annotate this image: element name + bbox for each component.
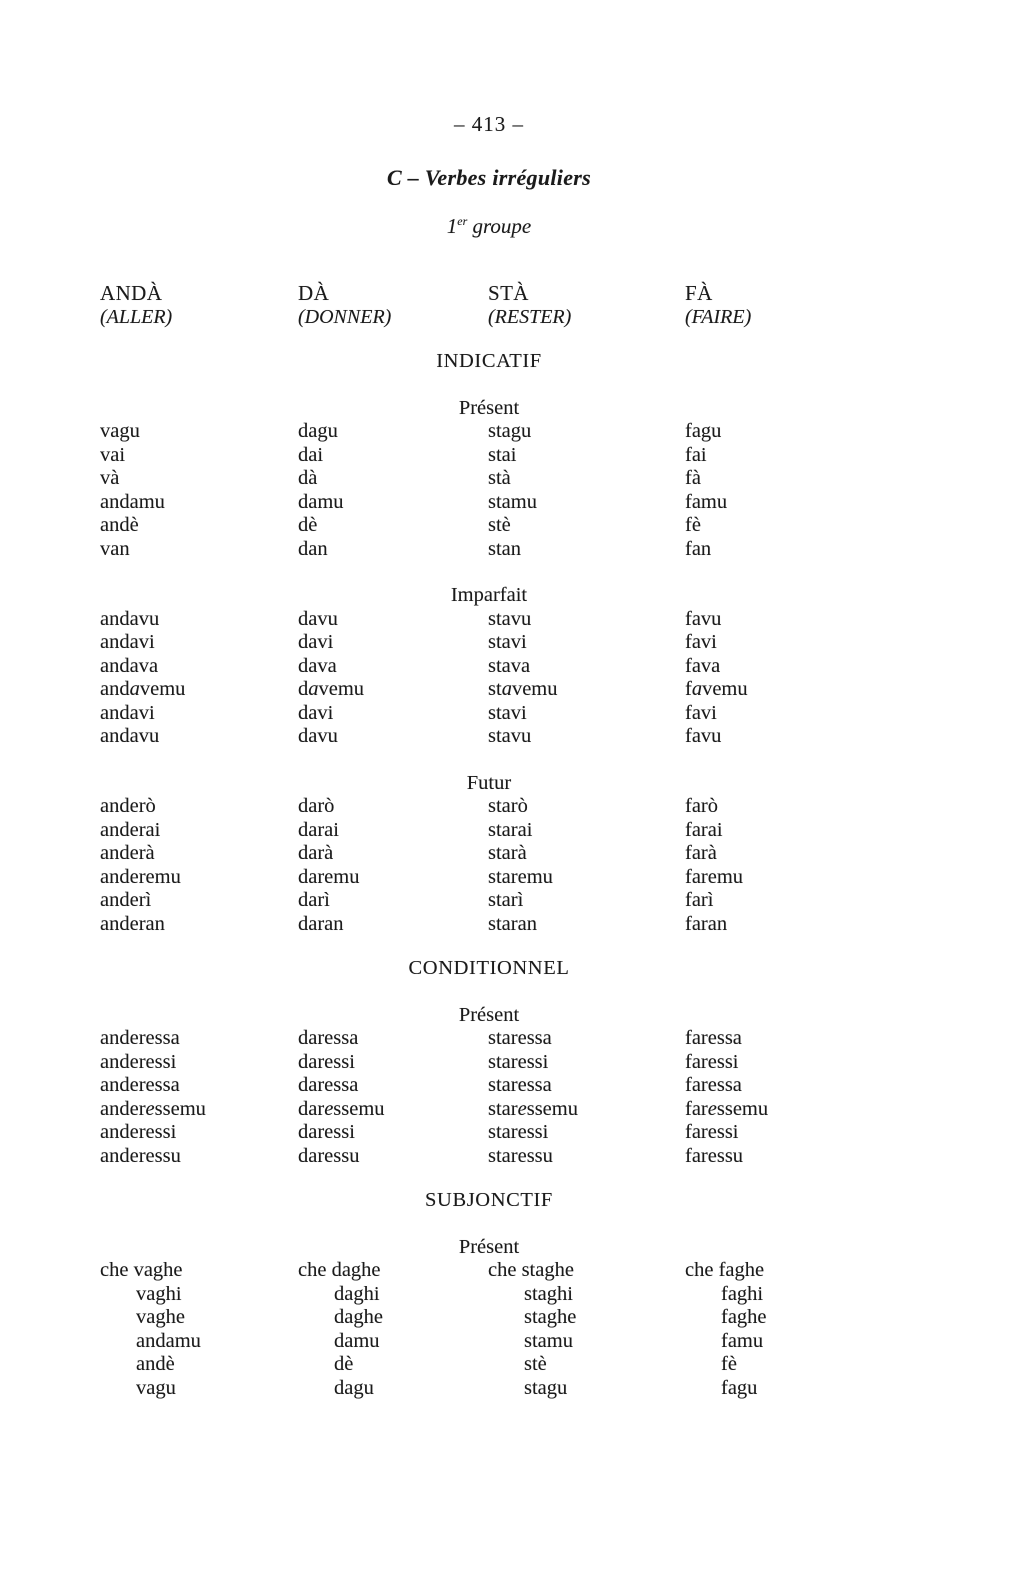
conjugation-cell: anderessi: [100, 1050, 177, 1073]
conjugation-cell: fava: [685, 654, 721, 677]
conjugation-cell: stavu: [488, 607, 532, 630]
conjugation-cell: andamu: [100, 490, 165, 513]
conjugation-cell: anderà: [100, 842, 155, 864]
conjugation-cell: andavi: [100, 701, 155, 724]
conjugation-cell: farà: [685, 842, 717, 864]
conjugation-cell: che vaghe: [100, 1259, 183, 1281]
conjugation-cell: che faghe: [685, 1259, 765, 1281]
tense-block-indicatif-imparfait: [100, 584, 878, 749]
conjugation-cell: dan: [298, 537, 328, 560]
page-content: [100, 0, 878, 1400]
chapter-title: C – Verbes irréguliers: [386, 165, 591, 190]
conjugation-row: [100, 913, 878, 937]
conjugation-cell: vaghe: [136, 1306, 185, 1328]
conjugation-row: [100, 1377, 878, 1401]
conjugation-row: [100, 655, 878, 679]
conjugation-sections: [100, 350, 878, 1400]
conjugation-cell: staran: [488, 912, 537, 935]
conjugation-cell: dè: [334, 1353, 354, 1375]
conjugation-cell: anderò: [100, 795, 156, 817]
verb-gloss: (RESTER): [488, 305, 572, 328]
mood-header-indicatif: INDICATIF: [436, 350, 542, 372]
conjugation-row: [100, 702, 878, 726]
tense-block-subjonctif-pre-sent: [100, 1236, 878, 1401]
conjugation-cell: anderessa: [100, 1027, 180, 1049]
conjugation-row: [100, 514, 878, 538]
conjugation-cell: faressi: [685, 1121, 739, 1143]
conjugation-cell: faran: [685, 912, 728, 935]
conjugation-cell: starai: [488, 818, 533, 841]
tense-label: Présent: [458, 1235, 520, 1258]
conjugation-cell: stamu: [524, 1329, 573, 1352]
conjugation-cell: fè: [685, 514, 701, 536]
verb-gloss: (FAIRE): [685, 305, 752, 328]
conjugation-row: [100, 1098, 878, 1122]
conjugation-cell: fà: [685, 467, 701, 489]
conjugation-cell: fagu: [721, 1376, 758, 1399]
conjugation-cell: faressemu: [685, 1097, 769, 1120]
verb-header-da: [298, 282, 488, 329]
verb-name: DÀ: [298, 281, 330, 305]
conjugation-cell: dà: [298, 467, 318, 489]
conjugation-cell: favi: [685, 701, 717, 724]
conjugation-row: [100, 631, 878, 655]
conjugation-row: [100, 889, 878, 913]
conjugation-cell: staghi: [524, 1282, 573, 1305]
conjugation-cell: famu: [685, 490, 728, 513]
conjugation-cell: fan: [685, 537, 712, 560]
conjugation-cell: damu: [334, 1329, 380, 1352]
conjugation-cell: famu: [721, 1329, 764, 1352]
group-ordinal-suffix: er: [457, 214, 468, 228]
conjugation-cell: dava: [298, 654, 337, 677]
conjugation-cell: faghe: [721, 1306, 767, 1328]
conjugation-cell: staremu: [488, 865, 553, 888]
conjugation-cell: anderì: [100, 889, 152, 911]
conjugation-row: [100, 1306, 878, 1330]
conjugation-cell: van: [100, 537, 130, 560]
conjugation-cell: daressu: [298, 1144, 360, 1167]
conjugation-cell: staressi: [488, 1050, 549, 1073]
conjugation-row: [100, 1145, 878, 1169]
tense-label: Présent: [458, 1003, 520, 1026]
conjugation-cell: davi: [298, 701, 334, 724]
tense-label: Présent: [458, 396, 520, 419]
conjugation-cell: vagu: [136, 1376, 176, 1399]
conjugation-cell: vagu: [100, 420, 140, 442]
conjugation-cell: stà: [488, 467, 511, 489]
conjugation-cell: dagu: [334, 1376, 374, 1399]
tense-block-indicatif-futur: [100, 772, 878, 937]
conjugation-row: [100, 842, 878, 866]
conjugation-cell: fè: [721, 1353, 737, 1375]
conjugation-cell: stè: [488, 514, 511, 536]
conjugation-cell: staressi: [488, 1121, 549, 1143]
conjugation-cell: stavu: [488, 725, 532, 747]
conjugation-cell: faremu: [685, 865, 744, 888]
conjugation-row: [100, 1051, 878, 1075]
conjugation-cell: dai: [298, 443, 324, 466]
conjugation-cell: andè: [136, 1353, 175, 1375]
conjugation-cell: darà: [298, 842, 334, 864]
conjugation-cell: faressa: [685, 1074, 742, 1096]
conjugation-cell: staressu: [488, 1144, 553, 1167]
conjugation-cell: stava: [488, 654, 531, 677]
mood-header-subjonctif: SUBJONCTIF: [425, 1189, 553, 1211]
verb-name: FÀ: [685, 281, 713, 305]
conjugation-cell: vai: [100, 443, 126, 466]
conjugation-row: [100, 819, 878, 843]
conjugation-cell: dè: [298, 514, 318, 536]
conjugation-cell: damu: [298, 490, 344, 513]
conjugation-cell: faressu: [685, 1144, 744, 1167]
conjugation-row: [100, 538, 878, 562]
conjugation-cell: daran: [298, 912, 344, 935]
group-word: groupe: [467, 214, 532, 238]
conjugation-cell: darai: [298, 818, 339, 841]
conjugation-cell: favu: [685, 725, 722, 747]
conjugation-cell: andavi: [100, 631, 155, 653]
mood-header-conditionnel: CONDITIONNEL: [408, 957, 570, 979]
verb-gloss: (DONNER): [298, 305, 392, 328]
conjugation-row: [100, 1027, 878, 1051]
conjugation-cell: farò: [685, 795, 719, 817]
page-number: – 413 –: [454, 112, 524, 136]
conjugation-cell: farai: [685, 818, 723, 841]
group-subtitle: [100, 214, 878, 238]
conjugation-cell: stè: [524, 1353, 547, 1375]
conjugation-cell: starà: [488, 842, 527, 864]
conjugation-cell: fai: [685, 443, 707, 466]
conjugation-cell: stavemu: [488, 678, 558, 700]
conjugation-cell: daressi: [298, 1050, 355, 1073]
verb-header-fa: [685, 282, 878, 329]
conjugation-cell: farì: [685, 889, 714, 911]
conjugation-cell: andamu: [136, 1329, 201, 1352]
conjugation-row: [100, 467, 878, 491]
group-number: 1: [446, 214, 458, 238]
conjugation-row: [100, 1330, 878, 1354]
conjugation-cell: favu: [685, 607, 722, 630]
conjugation-row: [100, 1121, 878, 1145]
conjugation-cell: andè: [100, 514, 139, 536]
conjugation-cell: stavi: [488, 631, 527, 653]
conjugation-cell: darò: [298, 795, 335, 817]
conjugation-cell: stan: [488, 537, 522, 560]
conjugation-cell: daremu: [298, 865, 360, 888]
conjugation-cell: darì: [298, 889, 330, 911]
conjugation-cell: daressa: [298, 1074, 359, 1096]
conjugation-cell: davu: [298, 607, 338, 630]
conjugation-cell: stagu: [524, 1376, 568, 1399]
conjugation-cell: faressa: [685, 1027, 742, 1049]
conjugation-row: [100, 795, 878, 819]
conjugation-cell: anderemu: [100, 865, 181, 888]
conjugation-cell: vaghi: [136, 1282, 182, 1305]
conjugation-cell: davi: [298, 631, 334, 653]
conjugation-row: [100, 1353, 878, 1377]
tense-block-conditionnel-pre-sent: [100, 1004, 878, 1169]
conjugation-row: [100, 608, 878, 632]
conjugation-cell: starì: [488, 889, 524, 911]
conjugation-row: [100, 1259, 878, 1283]
conjugation-cell: anderai: [100, 818, 161, 841]
conjugation-cell: favi: [685, 631, 717, 653]
verb-headers-row: [100, 282, 878, 329]
conjugation-cell: và: [100, 467, 120, 489]
verb-name: ANDÀ: [100, 281, 163, 305]
verb-header-anda: [100, 282, 298, 329]
conjugation-row: [100, 444, 878, 468]
conjugation-cell: fagu: [685, 420, 722, 442]
conjugation-row: [100, 491, 878, 515]
conjugation-cell: staghe: [524, 1306, 577, 1328]
conjugation-cell: daressi: [298, 1121, 355, 1143]
conjugation-cell: anderessemu: [100, 1097, 206, 1120]
conjugation-cell: davemu: [298, 678, 365, 700]
conjugation-cell: anderessu: [100, 1144, 181, 1167]
conjugation-cell: anderessa: [100, 1074, 180, 1096]
tense-block-indicatif-pre-sent: [100, 397, 878, 562]
conjugation-cell: stai: [488, 443, 517, 466]
conjugation-cell: daghe: [334, 1306, 383, 1328]
conjugation-cell: andavemu: [100, 678, 186, 700]
conjugation-row: [100, 678, 878, 702]
conjugation-cell: che daghe: [298, 1259, 381, 1281]
conjugation-cell: dagu: [298, 420, 338, 442]
conjugation-cell: andavu: [100, 607, 160, 630]
verb-header-sta: [488, 282, 685, 329]
conjugation-cell: stamu: [488, 490, 537, 513]
conjugation-cell: staressemu: [488, 1097, 578, 1120]
conjugation-row: [100, 866, 878, 890]
verb-gloss: (ALLER): [100, 305, 173, 328]
conjugation-cell: che staghe: [488, 1259, 574, 1281]
conjugation-cell: andavu: [100, 725, 160, 747]
conjugation-row: [100, 1283, 878, 1307]
verb-name: STÀ: [488, 281, 529, 305]
tense-label: Futur: [466, 771, 512, 794]
conjugation-cell: favemu: [685, 678, 748, 700]
conjugation-cell: anderessi: [100, 1121, 177, 1143]
conjugation-cell: stavi: [488, 701, 527, 724]
conjugation-cell: daressemu: [298, 1097, 385, 1120]
conjugation-cell: anderan: [100, 912, 165, 935]
conjugation-cell: andava: [100, 654, 159, 677]
conjugation-cell: starò: [488, 795, 528, 817]
conjugation-row: [100, 1074, 878, 1098]
conjugation-cell: staressa: [488, 1074, 552, 1096]
conjugation-cell: daghi: [334, 1282, 380, 1305]
conjugation-cell: daressa: [298, 1027, 359, 1049]
tense-label: Imparfait: [450, 584, 528, 606]
conjugation-cell: faressi: [685, 1050, 739, 1073]
conjugation-row: [100, 420, 878, 444]
conjugation-cell: davu: [298, 725, 338, 747]
conjugation-cell: stagu: [488, 420, 532, 442]
conjugation-cell: faghi: [721, 1282, 764, 1305]
conjugation-row: [100, 725, 878, 749]
conjugation-cell: staressa: [488, 1027, 552, 1049]
